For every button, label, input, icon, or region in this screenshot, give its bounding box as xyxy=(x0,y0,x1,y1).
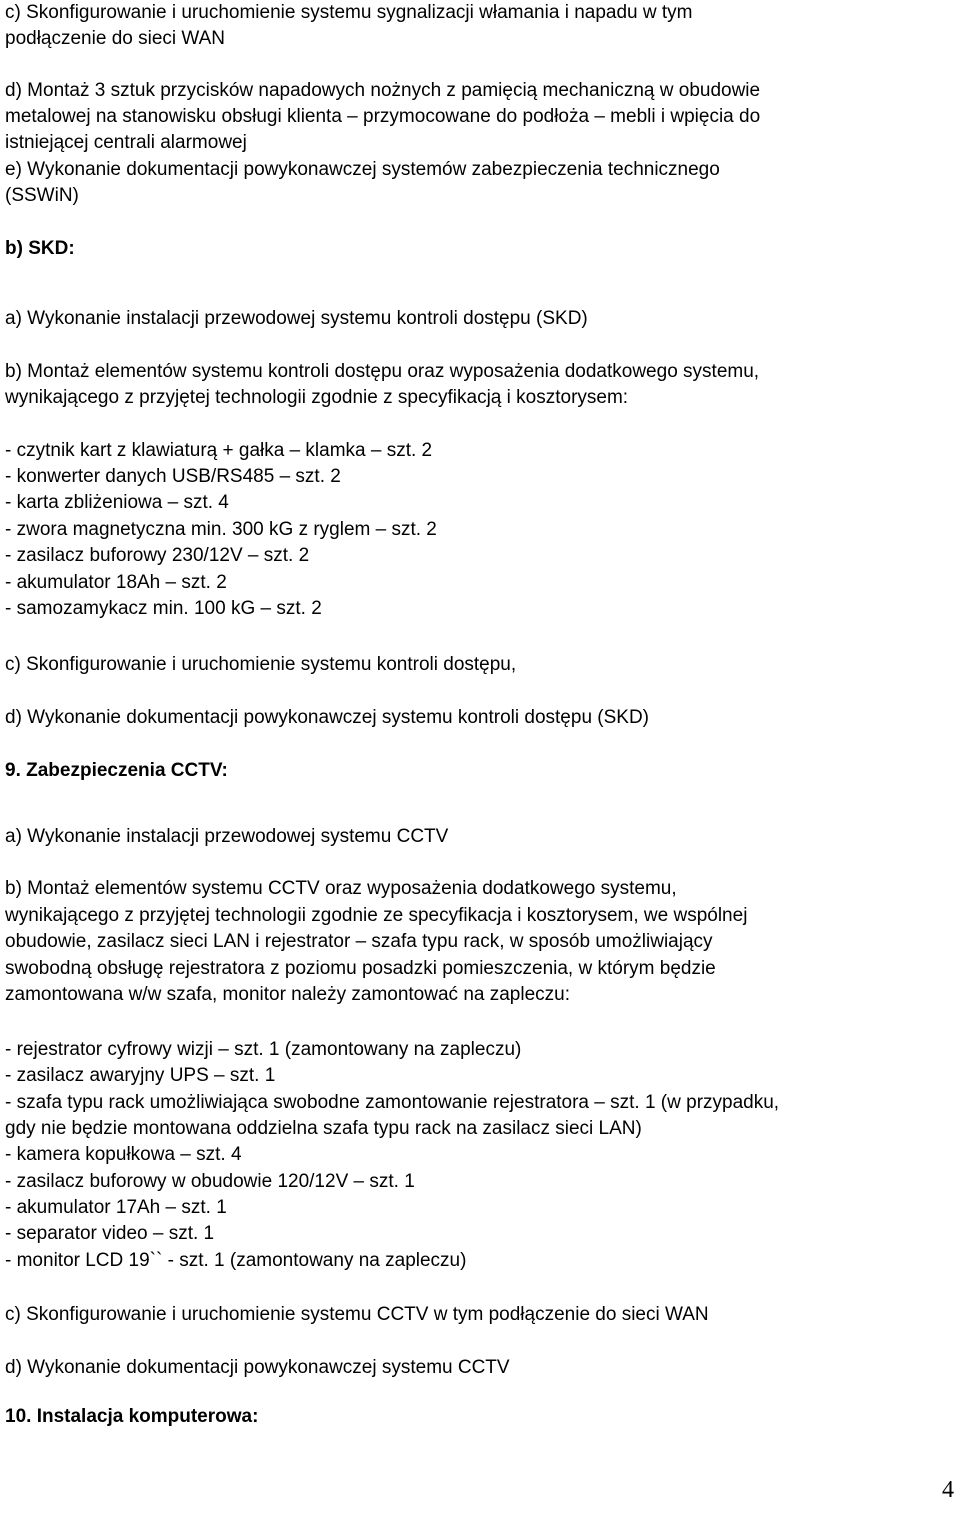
cctv-item-b-line: wynikającego z przyjętej technologii zgodnie ze specyfikacja i kosztorysem, we wspólnej xyxy=(5,905,748,926)
cctv-item-b-line: swobodną obsługę rejestratora z poziomu posadzki pomieszczenia, w którym będzie xyxy=(5,958,716,979)
cctv-list-item: - szafa typu rack umożliwiająca swobodne zamontowanie rejestratora – szt. 1 (w przypadku, xyxy=(5,1092,780,1113)
cctv-item-a: a) Wykonanie instalacji przewodowej systemu CCTV xyxy=(5,826,449,847)
skd-item-b-line-1: b) Montaż elementów systemu kontroli dostępu oraz wyposażenia dodatkowego systemu, xyxy=(5,361,760,382)
cctv-item-b-line: zamontowana w/w szafa, monitor należy zamontować na zapleczu: xyxy=(5,984,570,1005)
section-d-line-2: metalowej na stanowisku obsługi klienta – przymocowane do podłoża – mebli i wpięcia do xyxy=(5,106,761,127)
skd-list-item: - zasilacz buforowy 230/12V – szt. 2 xyxy=(5,545,310,566)
section-c-line-2: podłączenie do sieci WAN xyxy=(5,28,226,49)
skd-item-b-line-2: wynikającego z przyjętej technologii zgodnie z specyfikacją i kosztorysem: xyxy=(5,387,629,408)
skd-item-d: d) Wykonanie dokumentacji powykonawczej systemu kontroli dostępu (SKD) xyxy=(5,707,650,728)
skd-list-item: - zwora magnetyczna min. 300 kG z ryglem – szt. 2 xyxy=(5,519,437,540)
skd-item-a: a) Wykonanie instalacji przewodowej systemu kontroli dostępu (SKD) xyxy=(5,308,588,329)
cctv-list-item: - monitor LCD 19`` - szt. 1 (zamontowany na zapleczu) xyxy=(5,1250,467,1271)
page-number: 4 xyxy=(942,1477,954,1503)
section-10-heading: 10. Instalacja komputerowa: xyxy=(5,1406,259,1427)
cctv-item-d: d) Wykonanie dokumentacji powykonawczej systemu CCTV xyxy=(5,1357,510,1378)
cctv-list-item: - zasilacz awaryjny UPS – szt. 1 xyxy=(5,1065,276,1086)
cctv-list-item: - zasilacz buforowy w obudowie 120/12V – szt. 1 xyxy=(5,1171,415,1192)
cctv-list-item: - akumulator 17Ah – szt. 1 xyxy=(5,1197,227,1218)
section-d-line-3: istniejącej centrali alarmowej xyxy=(5,132,247,153)
cctv-list-item: - kamera kopułkowa – szt. 4 xyxy=(5,1144,242,1165)
cctv-list-item: gdy nie będzie montowana oddzielna szafa typu rack na zasilacz sieci LAN) xyxy=(5,1118,642,1139)
cctv-item-c: c) Skonfigurowanie i uruchomienie systemu CCTV w tym podłączenie do sieci WAN xyxy=(5,1304,709,1325)
cctv-item-b-line: b) Montaż elementów systemu CCTV oraz wyposażenia dodatkowego systemu, xyxy=(5,878,677,899)
skd-list-item: - konwerter danych USB/RS485 – szt. 2 xyxy=(5,466,341,487)
cctv-list-item: - rejestrator cyfrowy wizji – szt. 1 (zamontowany na zapleczu) xyxy=(5,1039,522,1060)
cctv-item-b-line: obudowie, zasilacz sieci LAN i rejestrator – szafa typu rack, w sposób umożliwiający xyxy=(5,931,713,952)
skd-list-item: - samozamykacz min. 100 kG – szt. 2 xyxy=(5,598,322,619)
section-e-line-2: (SSWiN) xyxy=(5,185,79,206)
skd-item-c: c) Skonfigurowanie i uruchomienie systemu kontroli dostępu, xyxy=(5,654,517,675)
section-e-line-1: e) Wykonanie dokumentacji powykonawczej systemów zabezpieczenia technicznego xyxy=(5,159,720,180)
cctv-heading: 9. Zabezpieczenia CCTV: xyxy=(5,760,228,781)
skd-list-item: - karta zbliżeniowa – szt. 4 xyxy=(5,492,229,513)
skd-list-item: - akumulator 18Ah – szt. 2 xyxy=(5,572,227,593)
section-c-line-1: c) Skonfigurowanie i uruchomienie systemu sygnalizacji włamania i napadu w tym xyxy=(5,2,693,23)
cctv-list-item: - separator video – szt. 1 xyxy=(5,1223,215,1244)
section-d-line-1: d) Montaż 3 sztuk przycisków napadowych nożnych z pamięcią mechaniczną w obudowie xyxy=(5,80,761,101)
skd-heading: b) SKD: xyxy=(5,238,75,259)
skd-list-item: - czytnik kart z klawiaturą + gałka – klamka – szt. 2 xyxy=(5,440,433,461)
